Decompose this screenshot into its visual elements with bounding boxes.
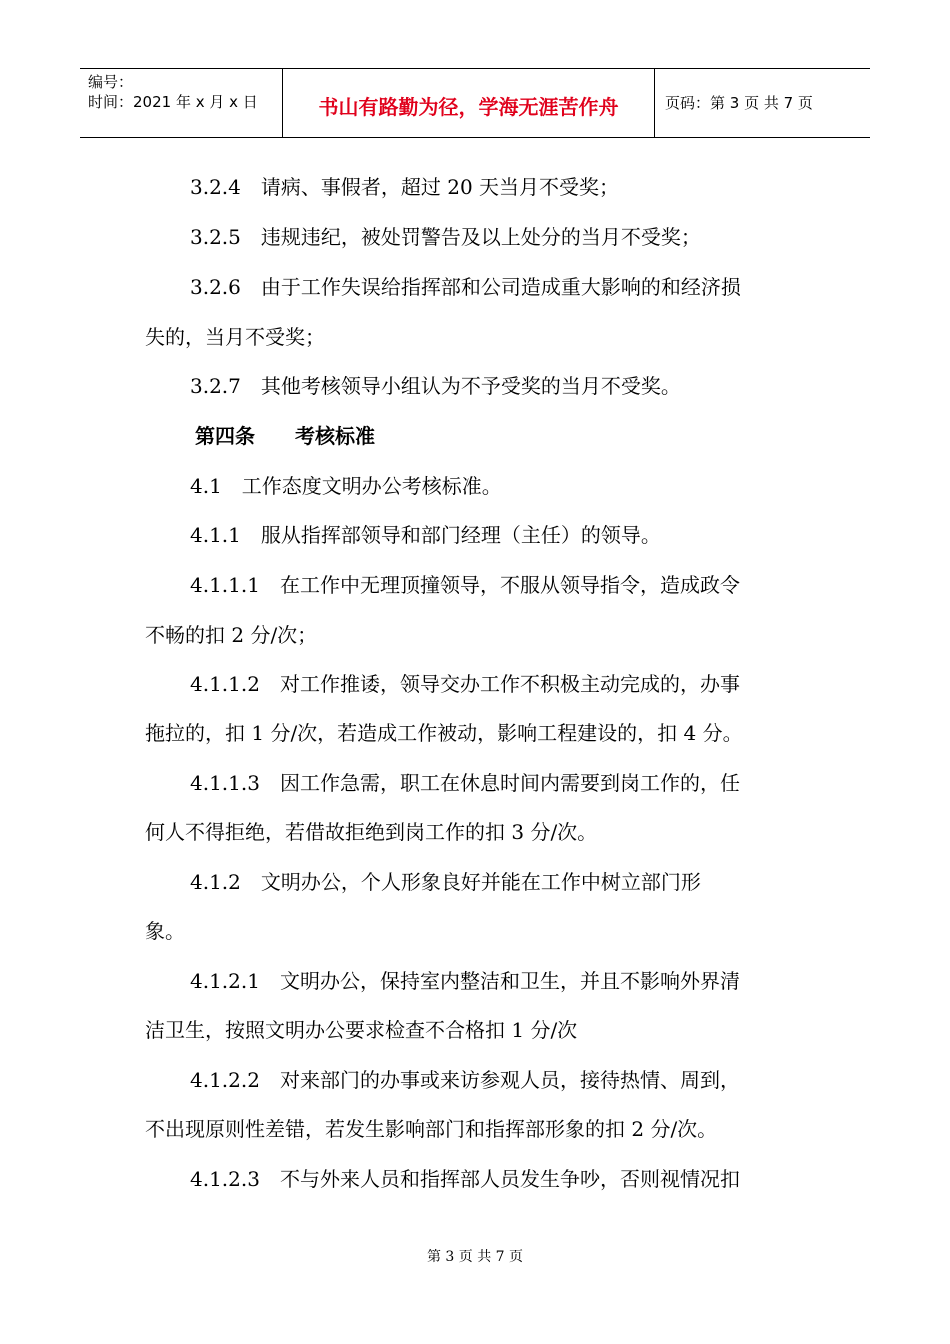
paragraph-line: 4.1.1.2 对工作推诿，领导交办工作不积极主动完成的，办事 — [190, 672, 740, 696]
header-motto: 书山有路勤为径，学海无涯苦作舟 — [318, 95, 619, 119]
paragraph-line: 4.1 工作态度文明办公考核标准。 — [190, 474, 502, 498]
header-meta-cell — [80, 69, 283, 137]
paragraph-line: 4.1.1 服从指挥部领导和部门经理（主任）的领导。 — [190, 523, 661, 547]
paragraph-line: 3.2.4 请病、事假者，超过 20 天当月不受奖； — [190, 175, 620, 199]
header-page-cell — [655, 69, 870, 137]
paragraph-line: 3.2.7 其他考核领导小组认为不予受奖的当月不受奖。 — [190, 374, 681, 398]
paragraph-line: 拖拉的，扣 1 分/次，若造成工作被动，影响工程建设的，扣 4 分。 — [145, 721, 743, 745]
paragraph-line: 4.1.2.3 不与外来人员和指挥部人员发生争吵，否则视情况扣 — [190, 1167, 740, 1191]
paragraph-line: 3.2.6 由于工作失误给指挥部和公司造成重大影响的和经济损 — [190, 275, 741, 299]
header-page-number: 页码：第 3 页 共 7 页 — [665, 94, 813, 112]
page-header — [80, 68, 870, 138]
header-motto-cell — [283, 69, 655, 137]
paragraph-line: 4.1.1.1 在工作中无理顶撞领导，不服从领导指令，造成政令 — [190, 573, 740, 597]
document-code-label: 编号： — [88, 73, 134, 91]
paragraph-line: 何人不得拒绝，若借故拒绝到岗工作的扣 3 分/次。 — [145, 820, 598, 844]
page-footer: 第 3 页 共 7 页 — [426, 1249, 524, 1265]
paragraph-line: 3.2.5 违规违纪，被处罚警告及以上处分的当月不受奖； — [190, 225, 701, 249]
paragraph-line: 洁卫生，按照文明办公要求检查不合格扣 1 分/次 — [145, 1018, 578, 1042]
section-heading: 第四条 考核标准 — [195, 424, 375, 448]
paragraph-line: 失的，当月不受奖； — [145, 325, 325, 349]
paragraph-line: 4.1.1.3 因工作急需，职工在休息时间内需要到岗工作的，任 — [190, 771, 740, 795]
paragraph-line: 4.1.2.2 对来部门的办事或来访参观人员，接待热情、周到， — [190, 1068, 740, 1092]
paragraph-line: 不出现原则性差错，若发生影响部门和指挥部形象的扣 2 分/次。 — [145, 1117, 718, 1141]
paragraph-line: 4.1.2.1 文明办公，保持室内整洁和卫生，并且不影响外界清 — [190, 969, 740, 993]
paragraph-line: 4.1.2 文明办公，个人形象良好并能在工作中树立部门形 — [190, 870, 701, 894]
paragraph-line: 象。 — [145, 919, 185, 943]
document-time-label: 时间：2021 年 x 月 x 日 — [88, 93, 258, 111]
paragraph-line: 不畅的扣 2 分/次； — [145, 623, 318, 647]
